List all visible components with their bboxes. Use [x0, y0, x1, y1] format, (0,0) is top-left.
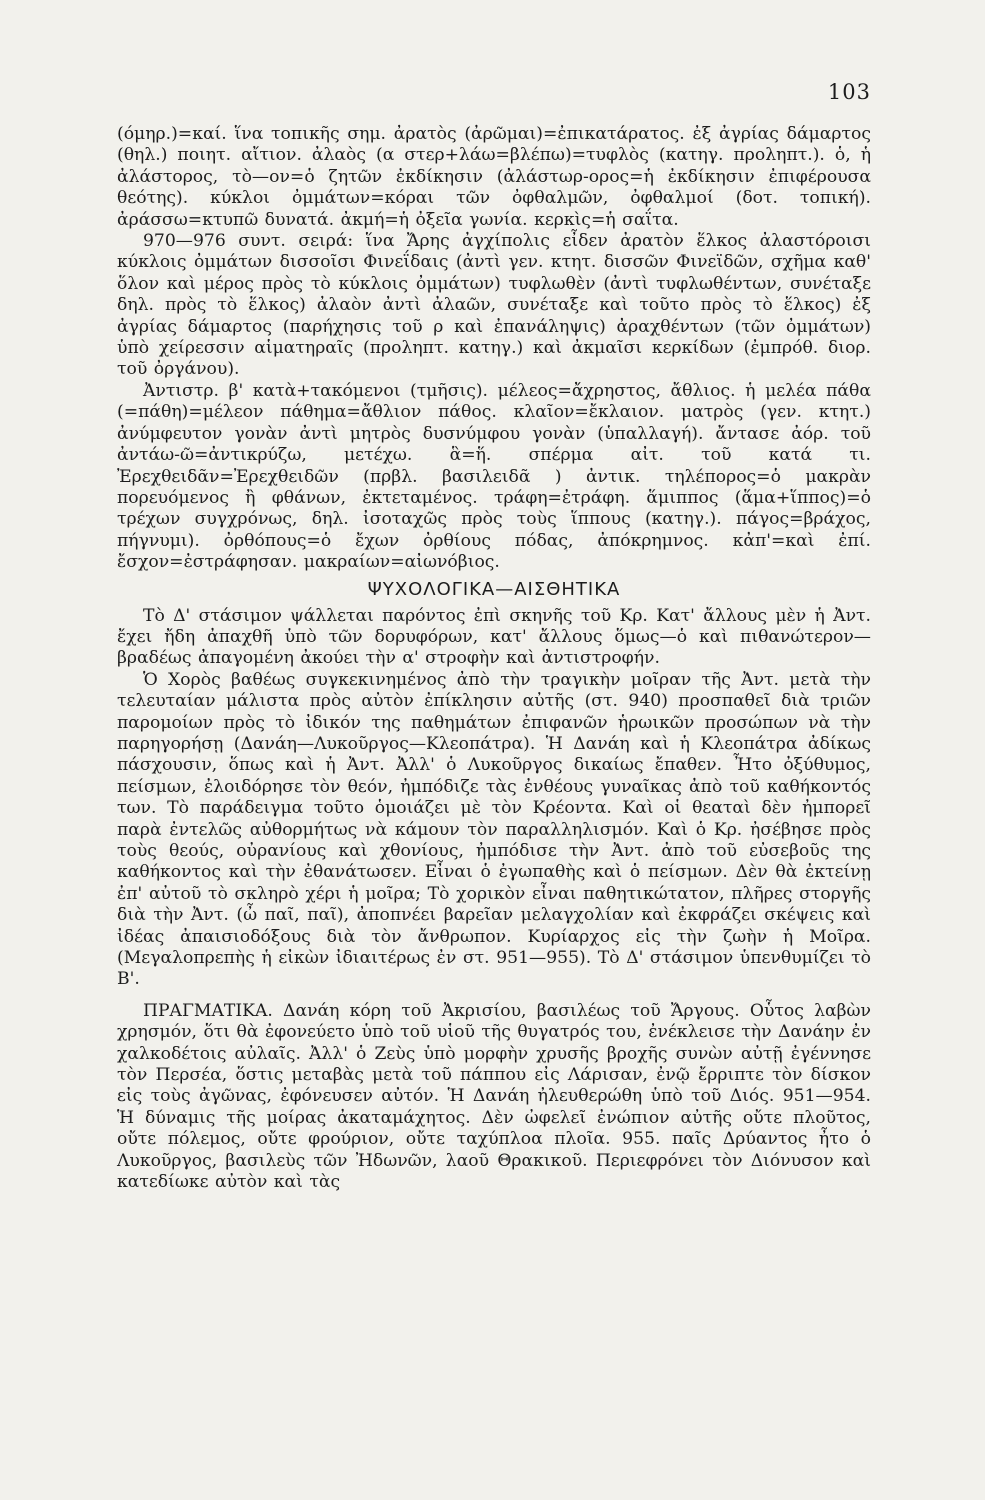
commentary-paragraph-1: (όμηρ.)=καί. ἵνα τοπικῆς σημ. ἀρατὸς (ἀρῶμαι)=ἐπικατάρατος. ἐξ ἀγρίας δάμαρτος (θηλ.) ποιητ. αἴτιον. ἀλαὸς (α στερ+λάω=βλέπω)=τυφλὸς (κατηγ. προληπτ.). ὁ, ἡ ἀλάστορος, τὸ—ον=ὁ ζητῶν ἐκδίκησιν (ἀλάστωρ-ορος=ἡ ἐκδίκησιν ἐπιφέρουσα θεότης). κύκλοι ὀμμάτων=κόραι τῶν ὀφθαλμῶν, ὀφθαλμοί (δοτ. τοπική). ἀράσσω=κτυπῶ δυνατά. ἀκμή=ἡ ὀξεῖα γωνία. κερκὶς=ἡ σαΐτα.: [117, 124, 871, 230]
body-paragraph-3: ΠΡΑΓΜΑΤΙΚΑ. Δανάη κόρη τοῦ Ἀκρισίου, βασιλέως τοῦ Ἄργους. Οὗτος λαβὼν χρησμόν, ὅτι θὰ ἐφονεύετο ὑπὸ τοῦ υἱοῦ τῆς θυγατρός του, ἐνέκλεισε τὴν Δανάην ἐν χαλκοδέτοις αὐλαῖς. Ἀλλ' ὁ Ζεὺς ὑπὸ μορφὴν χρυσῆς βροχῆς συνὼν αὐτῇ ἐγέννησε τὸν Περσέα, ὅστις μεταβὰς μετὰ τοῦ πάππου εἰς Λάρισαν, ἐνῷ ἔρριπτε τὸν δίσκον εἰς τοὺς ἀγῶνας, ἐφόνευσεν αὐτόν. Ἡ Δανάη ἠλευθερώθη ὑπὸ τοῦ Διός. 951—954. Ἡ δύναμις τῆς μοίρας ἀκαταμάχητος. Δὲν ὠφελεῖ ἐνώπιον αὐτῆς οὔτε πλοῦτος, οὔτε πόλεμος, οὔτε φρούριον, οὔτε ταχύπλοα πλοῖα. 955. παῖς Δρύαντος ἦτο ὁ Λυκοῦργος, βασιλεὺς τῶν Ἠδωνῶν, λαοῦ Θρακικοῦ. Περιεφρόνει τὸν Διόνυσον καὶ κατεδίωκε αὐτὸν καὶ τὰς: [117, 1000, 871, 1193]
commentary-paragraph-2: 970—976 συντ. σειρά: ἵνα Ἄρης ἀγχίπολις εἶδεν ἀρατὸν ἕλκος ἀλαστόροισι κύκλοις ὀμμάτων δισσοῖσι Φινεΐδαις (ἀντὶ γεν. κτητ. δισσῶν Φινεϊδῶν, σχῆμα καθ' ὅλον καὶ μέρος πρὸς τὸ κύκλοις ὀμμάτων) τυφλωθὲν (ἀντὶ τυφλωθέντων, συνέταξε δηλ. πρὸς τὸ ἕλκος) ἀλαὸν ἀντὶ ἀλαῶν, συνέταξε καὶ τοῦτο πρὸς τὸ ἕλκος) ἐξ ἀγρίας δάμαρτος (παρήχησις τοῦ ρ καὶ ἐπανάληψις) ἀραχθέντων (τῶν ὀμμάτων) ὑπὸ χείρεσσιν αἱματηραῖς (προληπτ. κατηγ.) καὶ ἀκμαῖσι κερκίδων (ἐμπρόθ. διορ. τοῦ ὀργάνου).: [117, 231, 871, 380]
body-paragraph-2: Ὁ Χορὸς βαθέως συγκεκινημένος ἀπὸ τὴν τραγικὴν μοῖραν τῆς Ἀντ. μετὰ τὴν τελευταίαν μάλιστα πρὸς αὐτὸν ἐπίκλησιν αὐτῆς (στ. 940) προσπαθεῖ διὰ τριῶν παρομοίων πρὸς τὸ ἰδικόν της παθημάτων ἐπιφανῶν ἡρωικῶν προσώπων νὰ τὴν παρηγορήσῃ (Δανάη—Λυκοῦργος—Κλεοπάτρα). Ἡ Δανάη καὶ ἡ Κλεοπάτρα ἀδίκως πάσχουσιν, ὅπως καὶ ἡ Ἀντ. Ἀλλ' ὁ Λυκοῦργος δικαίως ἔπαθεν. Ἦτο ὀξύθυμος, πείσμων, ἐλοιδόρησε τὸν θεόν, ἠμπόδιζε τὰς ἐνθέους γυναῖκας ἀπὸ τοῦ καθήκοντός των. Τὸ παράδειγμα τοῦτο ὁμοιάζει μὲ τὸν Κρέοντα. Καὶ οἱ θεαταὶ δὲν ἠμπορεῖ παρὰ ἐντελῶς αὐθορμήτως νὰ κάμουν τὸν παραλληλισμόν. Καὶ ὁ Κρ. ἠσέβησε πρὸς τοὺς θεούς, οὐρανίους καὶ χθονίους, ἠμπόδισε τὴν Ἀντ. ἀπὸ τοῦ εὐσεβοῦς της καθήκοντος καὶ τὴν ἐθανάτωσεν. Εἶναι ὁ ἐγωπαθὴς καὶ ὁ πείσμων. Δὲν θὰ ἐκτείνῃ ἐπ' αὐτοῦ τὸ σκληρὸ χέρι ἡ μοῖρα; Τὸ χορικὸν εἶναι παθητικώτατον, πλῆρες στοργῆς διὰ τὴν Ἀντ. (ὦ παῖ, παῖ), ἀποπνέει βαρεῖαν μελαγχολίαν καὶ ἐκφράζει σκέψεις καὶ ἰδέας ἀπαισιοδόξους διὰ τὸν ἄνθρωπον. Κυρίαρχος εἰς τὴν ζωὴν ἡ Μοῖρα. (Μεγαλοπρεπὴς ἡ εἰκὼν ἰδιαιτέρως ἐν στ. 951—955). Τὸ Δ' στάσιμον ὑπενθυμίζει τὸ Β'.: [117, 669, 871, 990]
body-paragraph-1: Τὸ Δ' στάσιμον ψάλλεται παρόντος ἐπὶ σκηνῆς τοῦ Κρ. Κατ' ἄλλους μὲν ἡ Ἀντ. ἔχει ἤδη ἀπαχθῆ ὑπὸ τῶν δορυφόρων, κατ' ἄλλους ὅμως—ὁ καὶ πιθανώτερον—βραδέως ἀπαγομένη ἀκούει τὴν α' στροφὴν καὶ ἀντιστροφήν.: [117, 605, 871, 669]
commentary-paragraph-3: Ἀντιστρ. β' κατὰ+τακόμενοι (τμῆσις). μέλεος=ἄχρηστος, ἄθλιος. ἡ μελέα πάθα (=πάθη)=μέλεον πάθημα=ἄθλιον πάθος. κλαῖον=ἔκλαιον. ματρὸς (γεν. κτητ.) ἀνύμφευτον γονὰν ἀντὶ μητρὸς δυσνύμφου γονὰν (ὑπαλλαγή). ἄντασε ἀόρ. τοῦ ἀντάω-ῶ=ἀντικρύζω, μετέχω. ἃ=ἥ. σπέρμα αἰτ. τοῦ κατά τι. Ἐρεχθειδᾶν=Ἐρεχθειδῶν (πρβλ. βασιλειδᾶ ) ἀντικ. τηλέπορος=ὁ μακρὰν πορευόμενος ἢ φθάνων, ἐκτεταμένος. τράφη=ἐτράφη. ἅμιππος (ἅμα+ἵππος)=ὁ τρέχων συγχρόνως, δηλ. ἰσοταχῶς πρὸς τοὺς ἵππους (κατηγ.). πάγος=βράχος, πήγνυμι). ὀρθόπους=ὁ ἔχων ὀρθίους πόδας, ἀπόκρημνος. κἀπ'=καὶ ἐπί. ἔσχον=ἐστράφησαν. μακραίων=αἰωνόβιος.: [117, 380, 871, 573]
paragraph-gap: [117, 991, 871, 1001]
page-number: 103: [827, 80, 871, 104]
section-heading: ΨΥΧΟΛΟΓΙΚΑ—ΑΙΣΘΗΤΙΚΑ: [367, 578, 621, 600]
